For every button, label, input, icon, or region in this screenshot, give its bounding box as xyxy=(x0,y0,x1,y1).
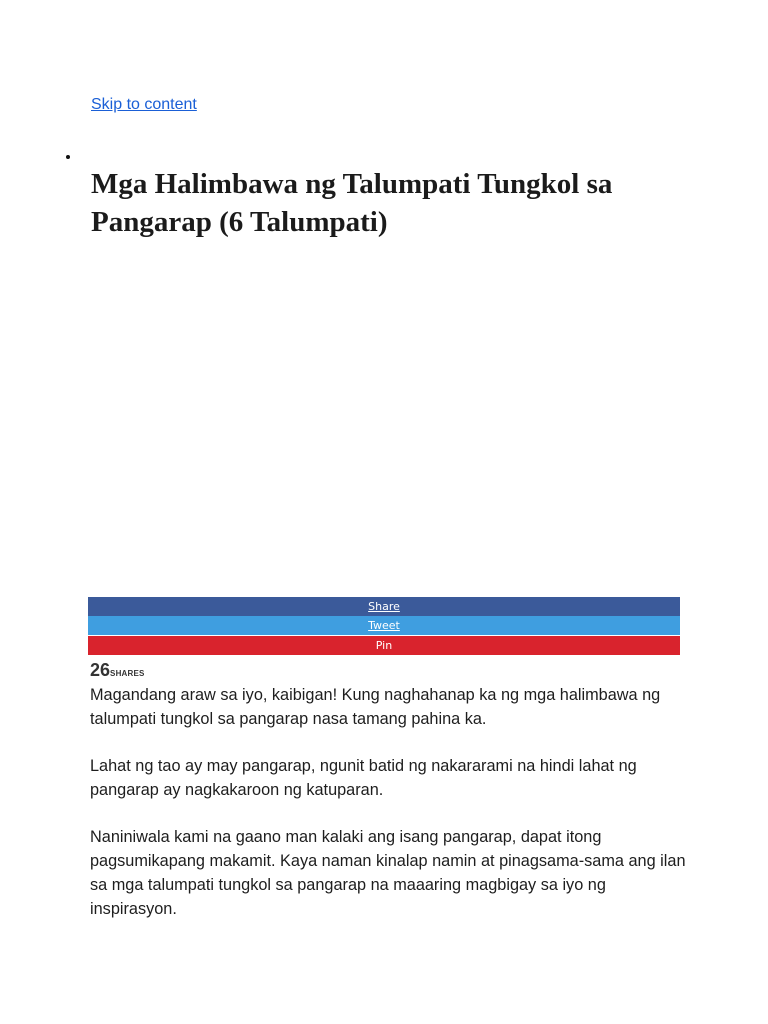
paragraph-intro: Magandang araw sa iyo, kaibigan! Kung naghahanap ka ng mga halimbawa ng talumpati tungkol sa pangarap nasa tamang pahina ka. xyxy=(90,686,661,728)
share-count-label: SHARES xyxy=(110,669,145,678)
share-count: 26 xyxy=(90,660,111,680)
share-label: Share xyxy=(368,600,400,613)
tweet-button[interactable] xyxy=(88,616,680,635)
pin-label: Pin xyxy=(375,639,393,652)
facebook-share-button[interactable] xyxy=(88,597,680,616)
share-counter xyxy=(90,659,145,685)
article-body xyxy=(90,683,690,944)
paragraph-second: Lahat ng tao ay may pangarap, ngunit batid ng nakararami na hindi lahat ng pangarap ay nagkakaroon ng katuparan. xyxy=(90,757,637,799)
list-bullet xyxy=(66,155,70,159)
page-title: Mga Halimbawa ng Talumpati Tungkol sa Pangarap (6 Talumpati) xyxy=(91,168,613,238)
skip-to-content-link[interactable]: Skip to content xyxy=(91,96,197,113)
tweet-label: Tweet xyxy=(368,619,400,632)
paragraph-third: Naniniwala kami na gaano man kalaki ang isang pangarap, dapat itong pagsumikapang makamit. Kaya naman kinalap namin at pinagsama-sama ang ilan sa mga talumpati tungkol sa pangarap na maaaring magbigay sa iyo ng inspirasyon. xyxy=(90,828,686,918)
pin-button[interactable] xyxy=(88,636,680,655)
